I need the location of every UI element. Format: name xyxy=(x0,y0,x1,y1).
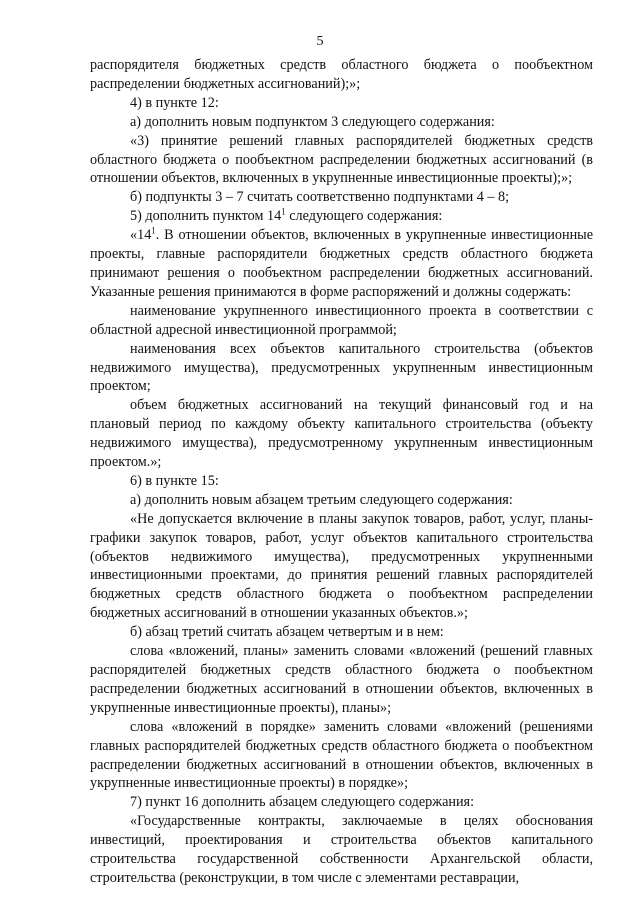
page-number: 5 xyxy=(316,34,324,49)
superscript: 1 xyxy=(281,206,286,217)
paragraph-p13 xyxy=(90,623,593,642)
paragraph-p16 xyxy=(90,793,593,812)
paragraph-text: слова «вложений, планы» заменить словами «вложений (решений главных распорядителей бюджетных средств областного бюджета о пообъектном распределении бюджетных ассигнований в отношении объектов, включенных в укрупненные инвестиционные проекты), планы»; xyxy=(90,643,593,716)
paragraph-text: распорядителя бюджетных средств областного бюджета о пообъектном распределении бюджетных ассигнований);»; xyxy=(90,57,593,92)
paragraph-p15 xyxy=(90,718,593,794)
paragraph-p0 xyxy=(90,56,593,94)
paragraph-p10 xyxy=(90,472,593,491)
paragraph-text: б) абзац третий считать абзацем четвертым и в нем: xyxy=(130,624,444,641)
paragraph-p2 xyxy=(90,113,593,132)
paragraph-text: б) подпункты 3 – 7 считать соответственно подпунктами 4 – 8; xyxy=(130,189,510,206)
paragraph-text: наименования всех объектов капитального строительства (объектов недвижимого имущества), предусмотренных укрупненным инвестиционным проектом; xyxy=(90,340,593,395)
paragraph-text: а) дополнить новым подпунктом 3 следующего содержания: xyxy=(130,113,495,130)
paragraph-text-continued: следующего содержания: xyxy=(285,208,443,225)
paragraph-text: 5) дополнить пунктом 14 xyxy=(130,208,282,225)
paragraph-text: «Государственные контракты, заключаемые в целях обоснования инвестиций, проектирования и строительства объектов капитального строительства государственной собственности Архангельской области, строительства (реконструкции, в том числе с элементами реставрации, xyxy=(90,813,593,886)
paragraph-text: 4) в пункте 12: xyxy=(130,94,219,111)
paragraph-text: «Не допускается включение в планы закупок товаров, работ, услуг, планы-графики закупок товаров, работ, услуг объектов капитального строительства (объектов недвижимого имущества), предусмотренных укрупненными инвестиционными проектами, до принятия решений главных распорядителей бюджетных средств областного бюджета о пообъектном распределении бюджетных ассигнований в отношении указанных объектов.»; xyxy=(90,510,593,622)
paragraph-p12 xyxy=(90,510,593,623)
paragraph-p7 xyxy=(90,302,593,340)
paragraph-text-continued: . В отношении объектов, включенных в укрупненные инвестиционные проекты, главные распорядители бюджетных средств областного бюджета принимают решения о пообъектном распределении бюджетных ассигнований. Указанные решения принимаются в форме распоряжений и должны содержать: xyxy=(90,227,593,300)
paragraph-p5 xyxy=(90,207,593,226)
paragraph-text: слова «вложений в порядке» заменить словами «вложений (решениями главных распорядителей бюджетных средств областного бюджета о пообъектном распределении бюджетных ассигнований в отношении объектов, включенных в укрупненные инвестиционные проекты) в порядке»; xyxy=(90,718,593,792)
paragraph-text: 7) пункт 16 дополнить абзацем следующего содержания: xyxy=(130,794,475,811)
paragraph-p17 xyxy=(90,812,593,888)
paragraph-p1 xyxy=(90,94,593,113)
document-body xyxy=(90,56,593,888)
paragraph-text: «3) принятие решений главных распорядителей бюджетных средств областного бюджета о пообъектном распределении бюджетных ассигнований (в отношении объектов, включенных в укрупненные инвестиционные проекты);»; xyxy=(90,132,593,187)
paragraph-p6 xyxy=(90,226,593,302)
paragraph-text: наименование укрупненного инвестиционного проекта в соответствии с областной адресной инвестиционной программой; xyxy=(90,302,593,338)
paragraph-p14 xyxy=(90,642,593,718)
paragraph-p8 xyxy=(90,340,593,397)
paragraph-p11 xyxy=(90,491,593,510)
paragraph-text: а) дополнить новым абзацем третьим следующего содержания: xyxy=(130,491,513,508)
paragraph-text: «14 xyxy=(130,227,152,244)
paragraph-p4 xyxy=(90,188,593,207)
paragraph-p3 xyxy=(90,132,593,189)
paragraph-p9 xyxy=(90,396,593,472)
paragraph-text: объем бюджетных ассигнований на текущий финансовый год и на плановый период по каждому объекту капитального строительства (объекту недвижимого имущества), предусмотренному укрупненным инвестиционным проектом.»; xyxy=(90,397,593,471)
superscript: 1 xyxy=(151,225,156,236)
paragraph-text: 6) в пункте 15: xyxy=(130,472,219,489)
